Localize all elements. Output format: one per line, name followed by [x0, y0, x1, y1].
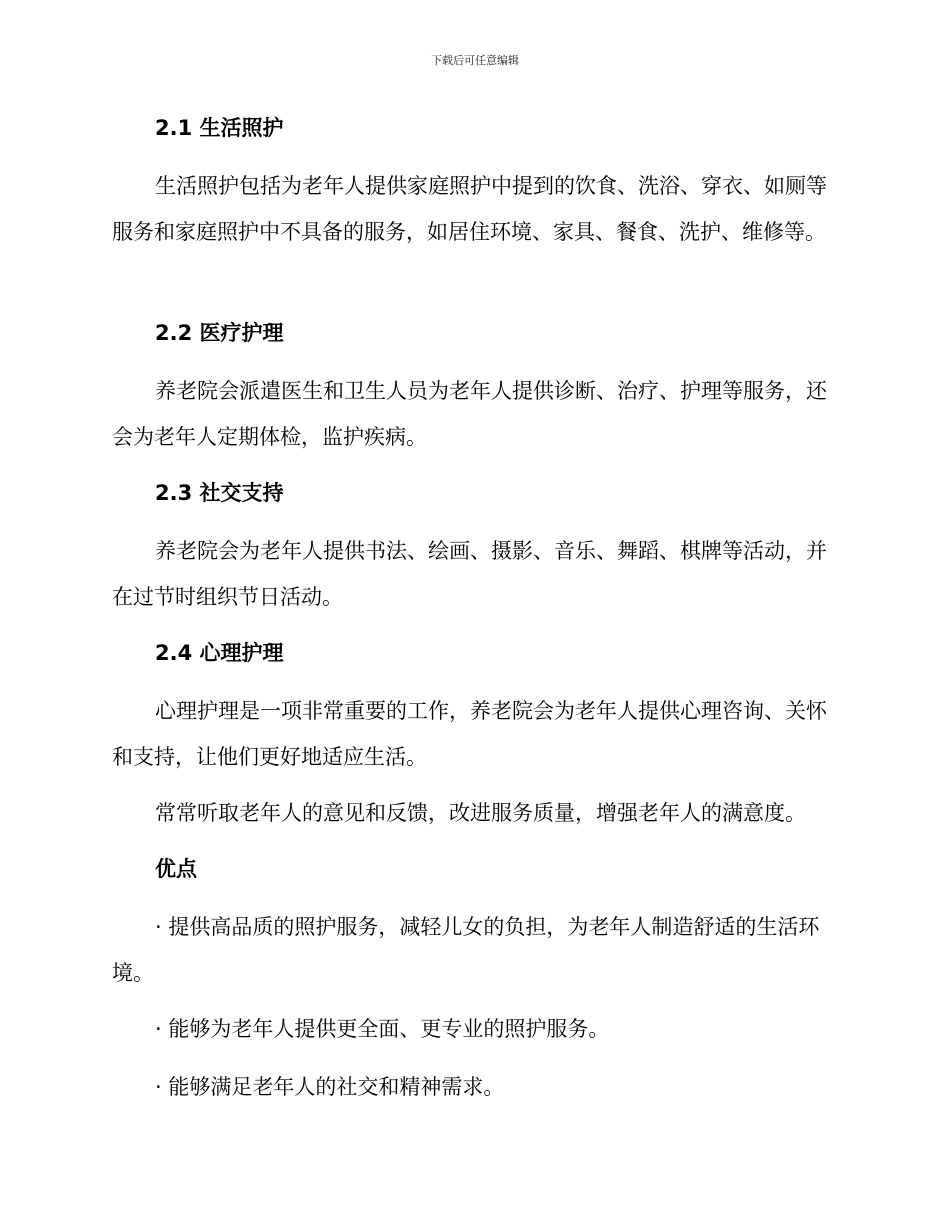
- section-heading-2-1: 2.1 生活照护: [155, 116, 284, 140]
- advantages-heading: 优点: [155, 857, 197, 881]
- section-heading-2-3: 2.3 社交支持: [155, 481, 284, 505]
- section-paragraph-2-3: 养老院会为老年人提供书法、绘画、摄影、音乐、舞蹈、棋牌等活动，并在过节时组织节日活动。: [112, 539, 827, 609]
- section-paragraph-2-1: 生活照护包括为老年人提供家庭照护中提到的饮食、洗浴、穿衣、如厕等服务和家庭照护中不具备的服务，如居住环境、家具、餐食、洗护、维修等。: [112, 174, 827, 244]
- section-paragraph-2-4-extra: 常常听取老年人的意见和反馈，改进服务质量，增强老年人的满意度。: [155, 801, 806, 825]
- advantage-item: · 提供高品质的照护服务，减轻儿女的负担，为老年人制造舒适的生活环境。: [112, 915, 820, 985]
- section-heading-2-2: 2.2 医疗护理: [155, 321, 284, 345]
- section-heading-2-4: 2.4 心理护理: [155, 641, 284, 665]
- page-header: 下载后可任意编辑: [431, 54, 519, 67]
- section-paragraph-2-4: 心理护理是一项非常重要的工作，养老院会为老年人提供心理咨询、关怀和支持，让他们更好地适应生活。: [112, 699, 827, 769]
- advantage-item: · 能够为老年人提供更全面、更专业的照护服务。: [155, 1017, 610, 1041]
- advantage-item: · 能够满足老年人的社交和精神需求。: [155, 1075, 505, 1099]
- section-paragraph-2-2: 养老院会派遣医生和卫生人员为老年人提供诊断、治疗、护理等服务，还会为老年人定期体检，监护疾病。: [112, 379, 827, 449]
